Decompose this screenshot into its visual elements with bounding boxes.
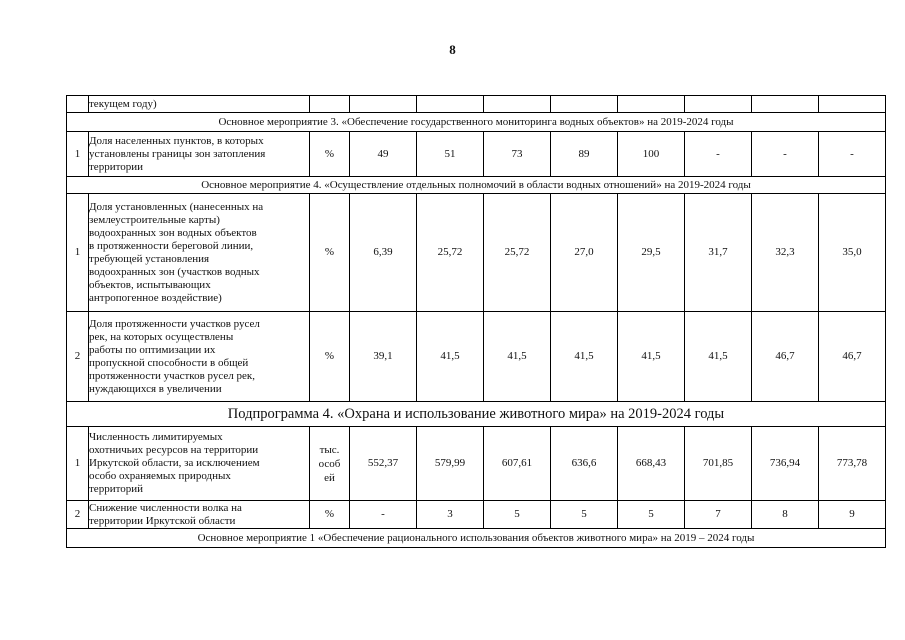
value-2024: 773,78 <box>819 427 886 501</box>
table-row <box>67 427 886 501</box>
value-2022: 31,7 <box>685 194 752 312</box>
section-header-row <box>67 177 886 194</box>
section-header-row <box>67 113 886 132</box>
value-2023: 736,94 <box>752 427 819 501</box>
table-row <box>67 312 886 402</box>
value-2023: 32,3 <box>752 194 819 312</box>
indicator-name: Снижение численности волка на территории Иркутской области <box>89 501 310 529</box>
row-number <box>67 96 89 113</box>
section-4-heading: Основное мероприятие 4. «Осуществление отдельных полномочий в области водных отношений» на 2019-2024 годы <box>67 177 886 194</box>
value-2023: - <box>752 132 819 177</box>
page-number: 8 <box>449 42 456 57</box>
indicators-table <box>66 95 886 548</box>
subprogram-4-heading: Подпрограмма 4. «Охрана и использование животного мира» на 2019-2024 годы <box>67 402 886 427</box>
value-2019: 5 <box>484 501 551 529</box>
value-2017: 552,37 <box>350 427 417 501</box>
value-2024: 35,0 <box>819 194 886 312</box>
value-2024: - <box>819 132 886 177</box>
unit-cell: тыс. особ ей <box>310 427 350 501</box>
unit-cell <box>310 96 350 113</box>
value-2023: 46,7 <box>752 312 819 402</box>
row-number: 2 <box>67 501 89 529</box>
value-2019: 607,61 <box>484 427 551 501</box>
value-2022: 7 <box>685 501 752 529</box>
section-1-bottom-heading: Основное мероприятие 1 «Обеспечение рационального использования объектов животного мира» на 2019 – 2024 годы <box>67 529 886 548</box>
section-header-row <box>67 402 886 427</box>
value-2023: 8 <box>752 501 819 529</box>
value-2017: 39,1 <box>350 312 417 402</box>
value-2021: 29,5 <box>618 194 685 312</box>
value-2021: 100 <box>618 132 685 177</box>
value-2024: 9 <box>819 501 886 529</box>
indicator-name: текущем году) <box>89 96 310 113</box>
unit-cell: % <box>310 194 350 312</box>
value-2021: 5 <box>618 501 685 529</box>
row-number: 1 <box>67 194 89 312</box>
row-number: 2 <box>67 312 89 402</box>
table-row <box>67 194 886 312</box>
value-2017: 49 <box>350 132 417 177</box>
indicator-name: Численность лимитируемых охотничьих ресурсов на территории Иркутской области, за исключением особо охраняемых природных территорий <box>89 427 310 501</box>
value-2020: 89 <box>551 132 618 177</box>
value-2021: 41,5 <box>618 312 685 402</box>
value-2020: 41,5 <box>551 312 618 402</box>
value-2019: 41,5 <box>484 312 551 402</box>
value-2019: 25,72 <box>484 194 551 312</box>
unit-cell: % <box>310 312 350 402</box>
row-number: 1 <box>67 132 89 177</box>
value-2020: 636,6 <box>551 427 618 501</box>
section-3-heading: Основное мероприятие 3. «Обеспечение государственного мониторинга водных объектов» на 2019-2024 годы <box>67 113 886 132</box>
value-2017: - <box>350 501 417 529</box>
indicator-name: Доля установленных (нанесенных на землеустроительные карты) водоохранных зон водных объектов в протяженности береговой линии, требующей установления водоохранных зон (участков водных объектов, испытывающих антропогенное воздействие) <box>89 194 310 312</box>
value-2019: 73 <box>484 132 551 177</box>
value-2021: 668,43 <box>618 427 685 501</box>
value-2018: 51 <box>417 132 484 177</box>
value-2018: 579,99 <box>417 427 484 501</box>
indicator-name: Доля населенных пунктов, в которых установлены границы зон затопления территории <box>89 132 310 177</box>
table-row-carry-over <box>67 96 886 113</box>
value-2020: 27,0 <box>551 194 618 312</box>
section-header-row <box>67 529 886 548</box>
value-2022: 701,85 <box>685 427 752 501</box>
value-2022: 41,5 <box>685 312 752 402</box>
table-row <box>67 132 886 177</box>
indicator-name: Доля протяженности участков русел рек, на которых осуществлены работы по оптимизации их пропускной способности в общей протяженности участков русел рек, нуждающихся в увеличении <box>89 312 310 402</box>
value-2024: 46,7 <box>819 312 886 402</box>
value-2017: 6,39 <box>350 194 417 312</box>
unit-cell: % <box>310 501 350 529</box>
value-2018: 3 <box>417 501 484 529</box>
value-2020: 5 <box>551 501 618 529</box>
table-row <box>67 501 886 529</box>
value-2018: 25,72 <box>417 194 484 312</box>
unit-cell: % <box>310 132 350 177</box>
value-2018: 41,5 <box>417 312 484 402</box>
row-number: 1 <box>67 427 89 501</box>
value-2022: - <box>685 132 752 177</box>
